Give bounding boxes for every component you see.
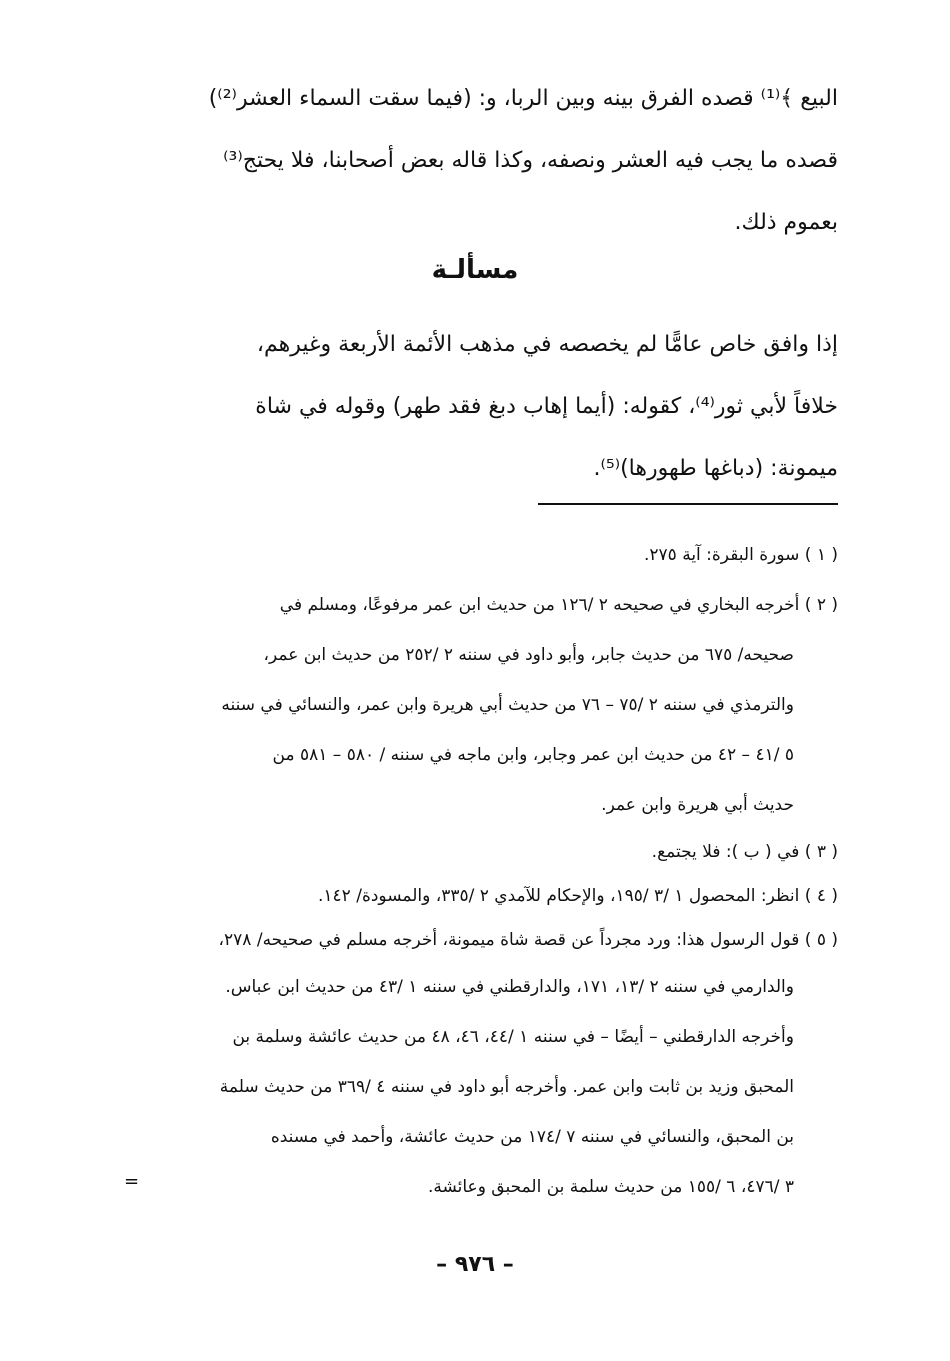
text-line: خلافاً لأبي ثور⁽⁴⁾، كقوله: (أيما إهاب دبغ فقد طهر) وقوله في شاة [255, 394, 838, 419]
text-line: إذا وافق خاص عامًّا لم يخصصه في مذهب الأئمة الأربعة وغيرهم، [256, 332, 838, 357]
footnote-4 [108, 874, 838, 918]
text-line: البيع ﴾⁽¹⁾ قصده الفرق بينه وبين الربا، و: (فيما سقت السماء العشر⁽²⁾) [208, 86, 838, 111]
footnote-line: والترمذي في سننه ٢ /٧٥ – ٧٦ من حديث أبي هريرة وابن عمر، والنسائي في سننه [221, 695, 794, 715]
footnote-line: بن المحبق، والنسائي في سننه ٧ /١٧٤ من حديث عائشة، وأحمد في مسنده [270, 1127, 794, 1147]
footnote-line: المحبق وزيد بن ثابت وابن عمر. وأخرجه أبو داود في سننه ٤ /٣٦٩ من حديث سلمة [219, 1077, 794, 1097]
page-number: – ٩٧٦ – [436, 1252, 514, 1277]
text-line: ميمونة: (دباغها طهورها)⁽⁵⁾. [593, 456, 838, 481]
footnote-line: ( ٤ ) انظر: المحصول ١ /٣ /١٩٥، والإحكام للآمدي ٢ /٣٣٥، والمسودة/ ١٤٢. [318, 886, 838, 906]
footnote-separator [538, 503, 838, 505]
continuation-mark: = [124, 1171, 140, 1192]
paragraph-continuation [110, 68, 838, 254]
text-line: بعموم ذلك. [734, 210, 838, 235]
paragraph-issue [110, 314, 838, 500]
text-line: قصده ما يجب فيه العشر ونصفه، وكذا قاله بعض أصحابنا، فلا يحتج⁽³⁾ [223, 148, 838, 173]
footnote-line: ( ٣ ) في ( ب ): فلا يجتمع. [651, 842, 838, 862]
section-heading: مسألـة [431, 255, 519, 285]
footnote-line: صحيحه/ ٦٧٥ من حديث جابر، وأبو داود في سننه ٢ /٢٥٢ من حديث ابن عمر، [263, 645, 794, 665]
footnote-5 [108, 918, 838, 1212]
footnote-line: ٣ /٤٧٦، ٦ /١٥٥ من حديث سلمة بن المحبق وعائشة. [427, 1177, 794, 1197]
footnote-line: ( ٥ ) قول الرسول هذا: ورد مجرداً عن قصة شاة ميمونة، أخرجه مسلم في صحيحه/ ٢٧٨، [218, 930, 838, 950]
footnote-line: وأخرجه الدارقطني – أيضًا – في سننه ١ /٤٤، ٤٦، ٤٨ من حديث عائشة وسلمة بن [232, 1027, 794, 1047]
footnote-line: ٥ /٤١ – ٤٢ من حديث ابن عمر وجابر، وابن ماجه في سننه / ٥٨٠ – ٥٨١ من [272, 745, 794, 765]
footnote-1 [108, 530, 838, 580]
footnote-line: ( ٢ ) أخرجه البخاري في صحيحه ٢ /١٢٦ من حديث ابن عمر مرفوعًا، ومسلم في [279, 595, 838, 615]
footnote-line: ( ١ ) سورة البقرة: آية ٢٧٥. [643, 545, 838, 565]
footnote-3 [108, 830, 838, 874]
footnotes [108, 530, 838, 1212]
footnote-2 [108, 580, 838, 830]
footnote-line: حديث أبي هريرة وابن عمر. [601, 795, 794, 815]
footnote-line: والدارمي في سننه ٢ /١٣، ١٧١، والدارقطني في سننه ١ /٤٣ من حديث ابن عباس. [225, 977, 794, 997]
